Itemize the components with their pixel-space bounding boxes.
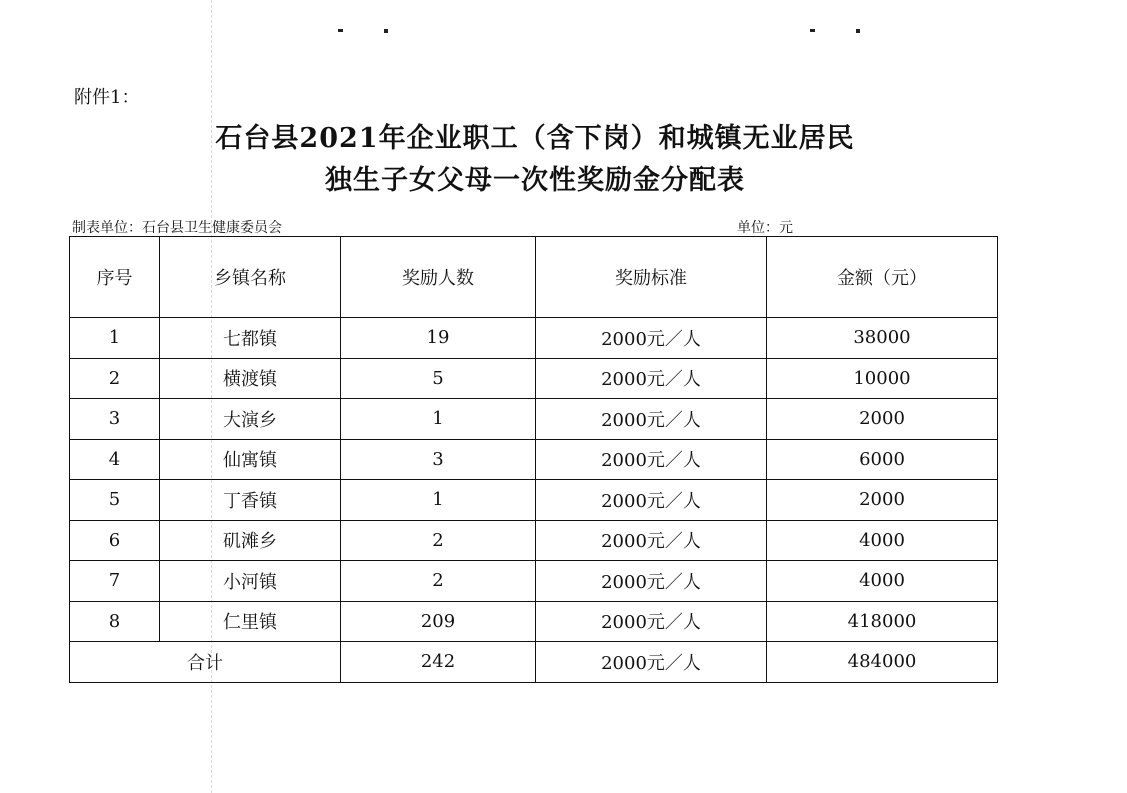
cell-count: 1: [341, 399, 536, 440]
cell-town: 横渡镇: [160, 358, 341, 399]
table-row: [70, 561, 998, 602]
cell-amount: 4000: [767, 520, 998, 561]
total-amount: 484000: [767, 642, 998, 683]
cell-count: 1: [341, 480, 536, 521]
header-standard: 奖励标准: [536, 237, 767, 318]
cell-standard: 2000元／人: [536, 318, 767, 359]
cell-town: 仙寓镇: [160, 439, 341, 480]
table-row: [70, 601, 998, 642]
prepared-by: 制表单位：石台县卫生健康委员会: [72, 220, 282, 236]
header-town: 乡镇名称: [160, 237, 341, 318]
cell-standard: 2000元／人: [536, 439, 767, 480]
table-row: [70, 520, 998, 561]
cell-amount: 418000: [767, 601, 998, 642]
allocation-table: [69, 236, 998, 683]
cell-index: 3: [70, 399, 160, 440]
cell-town: 矶滩乡: [160, 520, 341, 561]
cell-town: 丁香镇: [160, 480, 341, 521]
document-title-line-2: 独生子女父母一次性奖励金分配表: [325, 165, 745, 196]
cell-amount: 6000: [767, 439, 998, 480]
table-row: [70, 480, 998, 521]
cell-town: 七都镇: [160, 318, 341, 359]
cell-count: 5: [341, 358, 536, 399]
table-row: [70, 358, 998, 399]
table-total-row: [70, 642, 998, 683]
total-label: 合计: [70, 642, 341, 683]
scan-mark: [810, 29, 815, 32]
cell-amount: 38000: [767, 318, 998, 359]
cell-amount: 2000: [767, 480, 998, 521]
header-index: 序号: [70, 237, 160, 318]
unit-label: 单位：元: [737, 220, 793, 236]
cell-amount: 2000: [767, 399, 998, 440]
scan-mark: [338, 29, 343, 32]
header-amount: 金额（元）: [767, 237, 998, 318]
cell-index: 1: [70, 318, 160, 359]
cell-count: 2: [341, 520, 536, 561]
cell-index: 6: [70, 520, 160, 561]
cell-index: 4: [70, 439, 160, 480]
total-standard: 2000元／人: [536, 642, 767, 683]
cell-count: 19: [341, 318, 536, 359]
scan-mark: [384, 29, 388, 33]
attachment-label: 附件1：: [74, 87, 140, 108]
cell-index: 7: [70, 561, 160, 602]
cell-amount: 4000: [767, 561, 998, 602]
document-title-line-1: 石台县2021年企业职工（含下岗）和城镇无业居民: [215, 123, 855, 154]
table-header-row: [70, 237, 998, 318]
cell-standard: 2000元／人: [536, 601, 767, 642]
total-count: 242: [341, 642, 536, 683]
cell-town: 大演乡: [160, 399, 341, 440]
header-count: 奖励人数: [341, 237, 536, 318]
table-row: [70, 318, 998, 359]
cell-count: 2: [341, 561, 536, 602]
cell-standard: 2000元／人: [536, 358, 767, 399]
cell-index: 5: [70, 480, 160, 521]
cell-town: 仁里镇: [160, 601, 341, 642]
cell-standard: 2000元／人: [536, 561, 767, 602]
table-row: [70, 439, 998, 480]
cell-standard: 2000元／人: [536, 480, 767, 521]
cell-index: 2: [70, 358, 160, 399]
cell-standard: 2000元／人: [536, 399, 767, 440]
cell-count: 3: [341, 439, 536, 480]
cell-town: 小河镇: [160, 561, 341, 602]
table-row: [70, 399, 998, 440]
cell-standard: 2000元／人: [536, 520, 767, 561]
cell-amount: 10000: [767, 358, 998, 399]
cell-count: 209: [341, 601, 536, 642]
cell-index: 8: [70, 601, 160, 642]
scan-mark: [856, 29, 860, 33]
